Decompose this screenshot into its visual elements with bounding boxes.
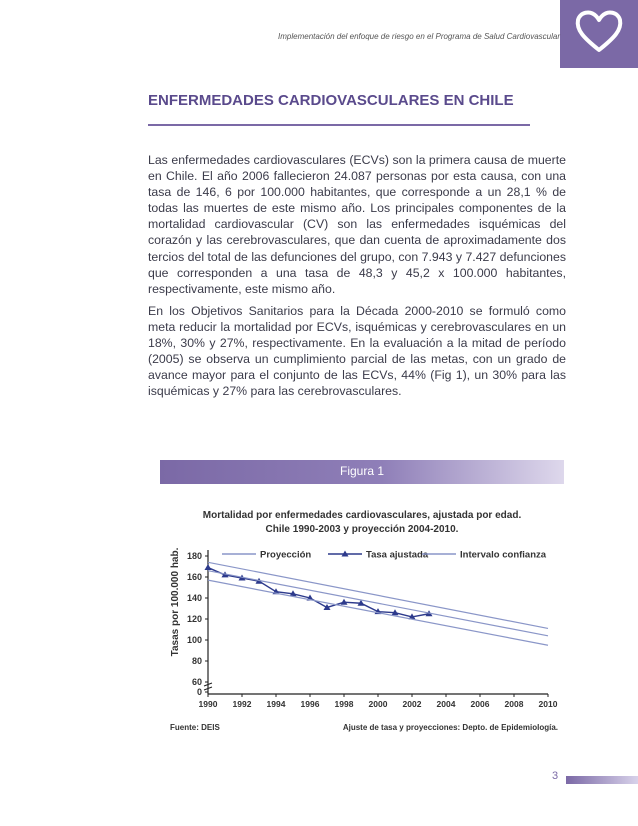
x-tick-label: 1992 (232, 699, 252, 709)
y-tick-label: 60 (191, 677, 202, 687)
x-tick-label: 1990 (198, 699, 218, 709)
header-corner-tab (560, 0, 638, 68)
chart-title: Mortalidad por enfermedades cardiovasculares, ajustada por edad. (202, 510, 522, 521)
y-tick-label: 180 (186, 551, 202, 561)
chart-subtitle: Chile 1990-2003 y proyección 2004-2010. (265, 524, 459, 535)
legend-label: Tasa ajustada (366, 549, 429, 561)
plot-area (187, 550, 558, 710)
legend-label: Intervalo confianza (460, 549, 547, 561)
x-tick-label: 1994 (266, 699, 286, 709)
y-tick-label: 140 (186, 593, 202, 603)
x-tick-label: 2004 (436, 699, 456, 709)
running-header: Implementación del enfoque de riesgo en el Programa de Salud Cardiovascular (278, 32, 560, 41)
y-tick-label: 0 (196, 687, 202, 697)
series-line-intervalo-confianza (208, 580, 548, 645)
body-text (148, 152, 566, 405)
x-tick-label: 2008 (504, 699, 524, 709)
x-tick-label: 2002 (402, 699, 422, 709)
y-tick-label: 120 (186, 614, 202, 624)
mortality-chart (160, 494, 564, 738)
x-tick-label: 2006 (470, 699, 490, 709)
x-tick-label: 2010 (538, 699, 558, 709)
x-tick-label: 1998 (334, 699, 354, 709)
footnote-adjustment: Ajuste de tasa y proyecciones: Depto. de Epidemiología. (342, 723, 558, 732)
y-tick-label: 80 (191, 656, 202, 666)
series-line-proyeccion (208, 571, 548, 636)
section-title: ENFERMEDADES CARDIOVASCULARES EN CHILE (148, 92, 514, 109)
footnote-source: Fuente: DEIS (170, 723, 220, 732)
data-point (205, 564, 212, 570)
figure-label: Figura 1 (339, 464, 385, 478)
series-line-intervalo-confianza (208, 562, 548, 628)
title-divider (148, 124, 530, 126)
paragraph-2: En los Objetivos Sanitarios para la Década 2000-2010 se formuló como meta reducir la mortalidad por ECVs, isquémicas y cerebrovasculares en un 18%, 30% y 27%, respectivamente. En la evaluación a la mitad de período (2005) se observa un cumplimiento parcial de las metas, con un grado de avance mayor para el conjunto de las ECVs, 44% (Fig 1), un 30% para las isquémicas y 27% para las cerebrovasculares. (148, 303, 566, 399)
page-number-bar (566, 776, 638, 784)
page-number: 3 (552, 770, 559, 782)
figure-caption-bar (160, 460, 564, 484)
legend-label: Proyección (260, 549, 312, 561)
x-tick-label: 2000 (368, 699, 388, 709)
y-tick-label: 100 (186, 635, 202, 645)
paragraph-1: Las enfermedades cardiovasculares (ECVs) son la primera causa de muerte en Chile. El año 2006 fallecieron 24.087 personas por esta causa, con una tasa de 146, 6 por 100.000 habitantes, que corresponde a un 28,1 % de todas las muertes de este mismo año. Los principales componentes de la mortalidad cardiovascular (CV) son las enfermedades isquémicas del corazón y las cerebrovasculares, que dan cuenta de aproximadamente dos tercios del total de las defunciones del grupo, con 7.943 y 7.427 defunciones que corresponden a una tasa de 48,3 y 45,2 x 100.000 habitantes, respectivamente, este mismo año. (148, 153, 566, 296)
y-tick-label: 160 (186, 572, 202, 582)
y-axis-label: Tasas por 100.000 hab. (170, 547, 181, 657)
x-tick-label: 1996 (300, 699, 320, 709)
heart-icon (574, 8, 624, 54)
